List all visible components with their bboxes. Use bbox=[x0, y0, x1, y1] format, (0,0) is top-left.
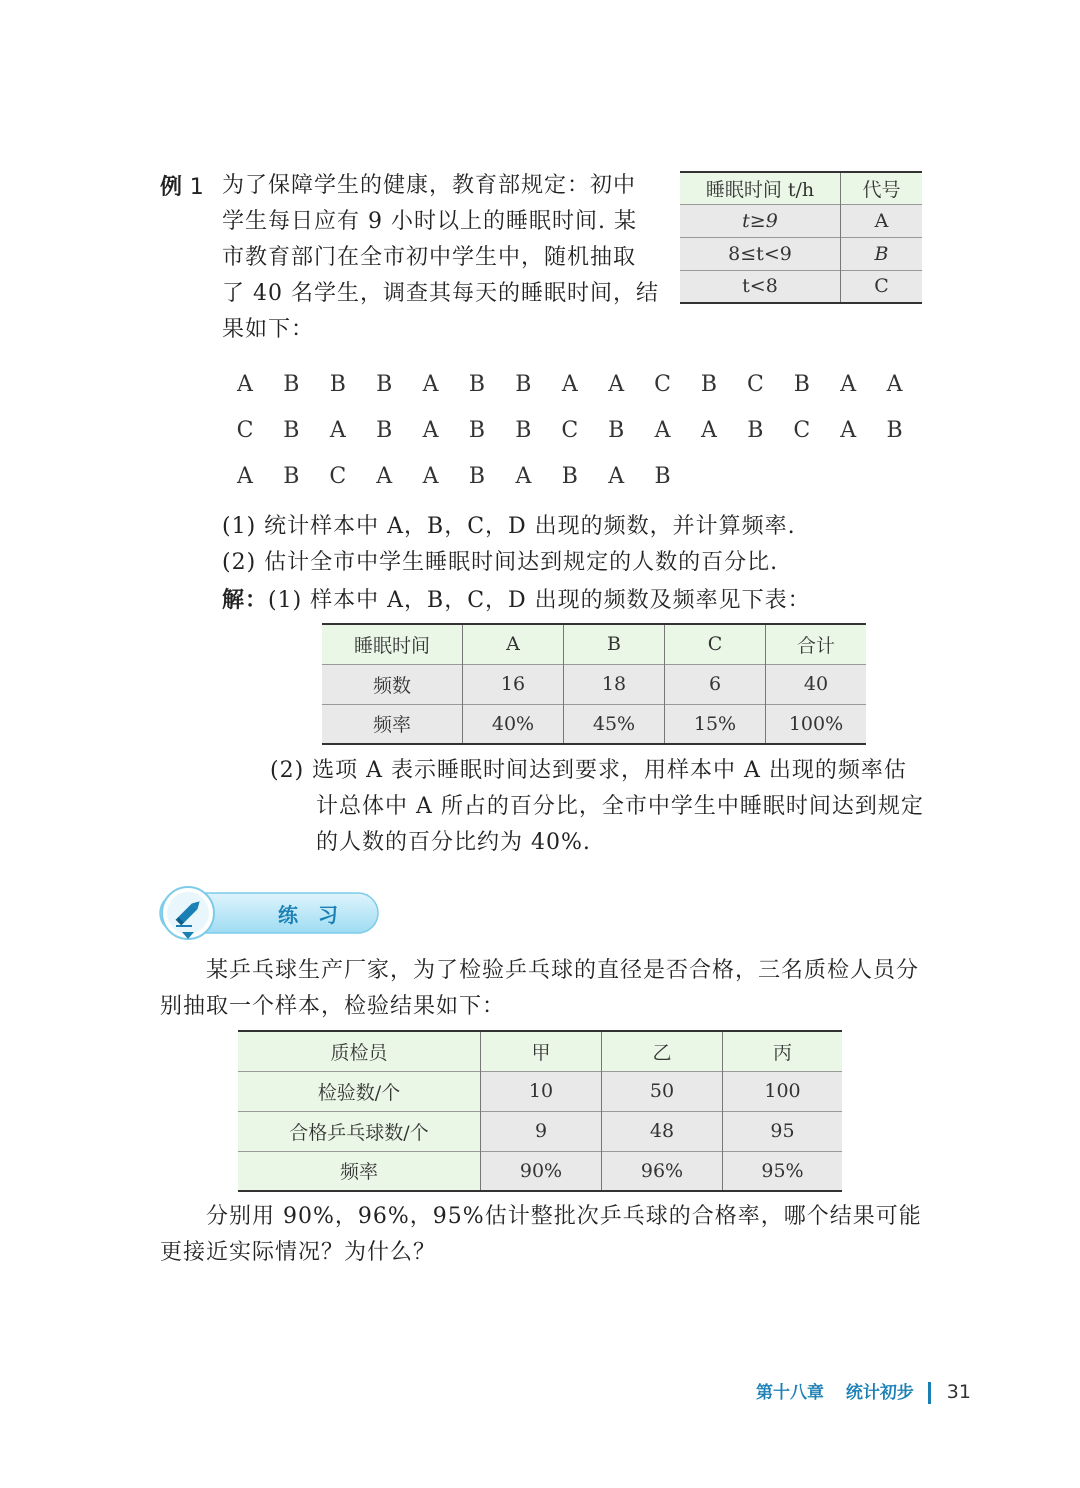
table-row bbox=[680, 204, 922, 237]
example-line: 市教育部门在全市初中学生中，随机抽取 bbox=[222, 245, 637, 270]
code-cell: t≥9 bbox=[680, 204, 841, 237]
freq-header-cell: A bbox=[463, 624, 564, 664]
exercise-question bbox=[160, 1199, 940, 1271]
survey-letter: A bbox=[840, 418, 857, 443]
code-table-header bbox=[680, 172, 922, 204]
page-number: 31 bbox=[946, 1381, 971, 1403]
freq-cell: 100% bbox=[788, 712, 844, 735]
example-number: 1 bbox=[189, 175, 204, 200]
survey-letter: A bbox=[376, 464, 393, 489]
survey-letter: B bbox=[700, 372, 718, 397]
example-text bbox=[222, 168, 662, 348]
inspect-row-label: 合格乒乓球数/个 bbox=[238, 1111, 481, 1151]
solution-line: 的人数的百分比约为 40%. bbox=[316, 830, 591, 855]
code-cell: B bbox=[874, 242, 889, 265]
survey-letter: A bbox=[608, 372, 625, 397]
freq-cell: 16 bbox=[463, 664, 564, 704]
example-line: 了 40 名学生，调查其每天的睡眠时间，结 bbox=[222, 281, 659, 306]
solution-part2 bbox=[270, 753, 930, 861]
table-row bbox=[680, 237, 922, 270]
example-line: 果如下： bbox=[222, 317, 315, 342]
survey-letter: B bbox=[515, 418, 532, 443]
footer-divider bbox=[928, 1382, 931, 1404]
survey-letter: C bbox=[236, 418, 254, 443]
code-cell: t<8 bbox=[680, 270, 841, 303]
freq-cell: 40% bbox=[463, 704, 564, 744]
freq-cell: 6 bbox=[665, 664, 766, 704]
freq-cell: 45% bbox=[564, 704, 665, 744]
page-footer bbox=[756, 1379, 971, 1405]
survey-letter: C bbox=[561, 418, 579, 443]
question-1: (1) 统计样本中 A，B，C，D 出现的频数，并计算频率. bbox=[222, 514, 796, 539]
exercise-line: 别抽取一个样本，检验结果如下： bbox=[160, 994, 506, 1019]
freq-cell: 40 bbox=[803, 673, 829, 695]
survey-letter: C bbox=[329, 464, 347, 489]
footer-title: 统计初步 bbox=[845, 1383, 914, 1403]
inspect-header-cell: 乙 bbox=[602, 1031, 723, 1071]
example-line: 为了保障学生的健康，教育部规定：初中 bbox=[222, 173, 637, 198]
frequency-table bbox=[322, 623, 866, 745]
survey-letter: A bbox=[329, 418, 346, 443]
example-label bbox=[160, 170, 204, 206]
table-row bbox=[238, 1071, 842, 1111]
survey-letter: A bbox=[422, 418, 439, 443]
table-row bbox=[238, 1151, 842, 1191]
inspect-row-label: 检验数/个 bbox=[238, 1071, 481, 1111]
banner-label: 练 习 bbox=[278, 903, 338, 927]
solution-line: 计总体中 A 所占的百分比，全市中学生中睡眠时间达到规定 bbox=[316, 794, 924, 819]
survey-letter: B bbox=[608, 418, 625, 443]
survey-letter: C bbox=[746, 372, 764, 397]
inspect-cell: 90% bbox=[481, 1151, 602, 1191]
freq-header-cell: C bbox=[665, 624, 766, 664]
survey-letter: B bbox=[283, 464, 300, 489]
survey-letter: A bbox=[840, 372, 857, 397]
survey-letter: B bbox=[283, 372, 300, 397]
question-2: (2) 估计全市中学生睡眠时间达到规定的人数的百分比. bbox=[222, 550, 779, 575]
inspect-header-cell: 丙 bbox=[772, 1041, 792, 1064]
freq-cell: 18 bbox=[564, 664, 665, 704]
solution-line: (2) 选项 A 表示睡眠时间达到要求，用样本中 A 出现的频率估 bbox=[270, 758, 907, 783]
survey-letter: A bbox=[422, 464, 439, 489]
code-table bbox=[680, 171, 922, 304]
freq-header-cell: 合计 bbox=[796, 634, 835, 657]
inspect-row-label: 频率 bbox=[238, 1151, 481, 1191]
solution-part1-text: (1) 样本中 A，B，C，D 出现的频数及频率见下表： bbox=[268, 588, 811, 613]
table-row bbox=[322, 704, 866, 744]
solution-label: 解： bbox=[222, 588, 269, 613]
inspect-cell: 96% bbox=[602, 1151, 723, 1191]
survey-letter: B bbox=[561, 464, 578, 489]
exercise-question-line: 更接近实际情况？为什么？ bbox=[160, 1240, 437, 1265]
exercise-question-line: 分别用 90%，96%，95%估计整批次乒乓球的合格率，哪个结果可能 bbox=[206, 1204, 922, 1229]
inspect-table-header bbox=[238, 1031, 842, 1071]
inspection-table bbox=[238, 1030, 842, 1192]
survey-letter: A bbox=[237, 372, 253, 397]
survey-letter: A bbox=[422, 372, 439, 397]
survey-letter: B bbox=[793, 372, 810, 397]
survey-letter: C bbox=[654, 372, 672, 397]
inspect-header-cell: 甲 bbox=[481, 1031, 602, 1071]
code-cell: C bbox=[874, 275, 889, 298]
survey-letter: A bbox=[515, 464, 532, 489]
survey-letter: B bbox=[886, 418, 903, 443]
exercise-banner bbox=[158, 885, 380, 941]
freq-cell: 15% bbox=[665, 704, 766, 744]
survey-letter: B bbox=[654, 464, 671, 489]
footer-chapter: 第十八章 bbox=[756, 1383, 824, 1403]
solution-part1 bbox=[222, 583, 942, 619]
table-row bbox=[322, 664, 866, 704]
inspect-cell: 50 bbox=[602, 1071, 723, 1111]
survey-letter: B bbox=[283, 418, 300, 443]
survey-letter: A bbox=[654, 418, 671, 443]
survey-letter: B bbox=[515, 372, 532, 397]
freq-table-header bbox=[322, 624, 866, 664]
survey-letter: B bbox=[468, 372, 486, 397]
code-header-code: 代号 bbox=[862, 178, 901, 201]
freq-header-cell: B bbox=[564, 624, 665, 664]
table-row bbox=[680, 270, 922, 303]
freq-cell: 频率 bbox=[322, 704, 463, 744]
survey-letter: A bbox=[608, 464, 625, 489]
inspect-cell: 100 bbox=[723, 1071, 843, 1111]
survey-letter: B bbox=[468, 418, 486, 443]
survey-letter: B bbox=[329, 372, 346, 397]
code-cell: 8≤t<9 bbox=[680, 237, 841, 270]
inspect-cell: 95 bbox=[723, 1111, 843, 1151]
freq-cell: 频数 bbox=[322, 664, 463, 704]
inspect-cell: 95% bbox=[723, 1151, 843, 1191]
survey-letter: B bbox=[376, 418, 393, 443]
pencil-icon bbox=[172, 895, 206, 929]
example-label-text: 例 bbox=[160, 175, 183, 200]
inspect-header-cell: 质检员 bbox=[238, 1031, 481, 1071]
code-header-time: 睡眠时间 t/h bbox=[680, 172, 841, 204]
example-line: 学生每日应有 9 小时以上的睡眠时间. 某 bbox=[222, 209, 637, 234]
exercise-line: 某乒乓球生产厂家，为了检验乒乓球的直径是否合格，三名质检人员分 bbox=[206, 958, 920, 983]
survey-letter: C bbox=[793, 418, 811, 443]
questions bbox=[222, 509, 942, 581]
freq-header-cell: 睡眠时间 bbox=[322, 624, 463, 664]
exercise-text bbox=[160, 953, 940, 1025]
inspect-cell: 10 bbox=[481, 1071, 602, 1111]
survey-letter: B bbox=[376, 372, 393, 397]
code-cell: A bbox=[874, 209, 889, 232]
survey-letter: A bbox=[561, 372, 578, 397]
survey-letter: B bbox=[747, 418, 764, 443]
table-row bbox=[238, 1111, 842, 1151]
survey-letter: A bbox=[701, 418, 717, 443]
survey-letter: B bbox=[468, 464, 486, 489]
survey-letter: A bbox=[237, 464, 253, 489]
survey-letters bbox=[222, 372, 922, 502]
inspect-cell: 9 bbox=[481, 1111, 602, 1151]
inspect-cell: 48 bbox=[602, 1111, 723, 1151]
survey-letter: A bbox=[886, 372, 903, 397]
